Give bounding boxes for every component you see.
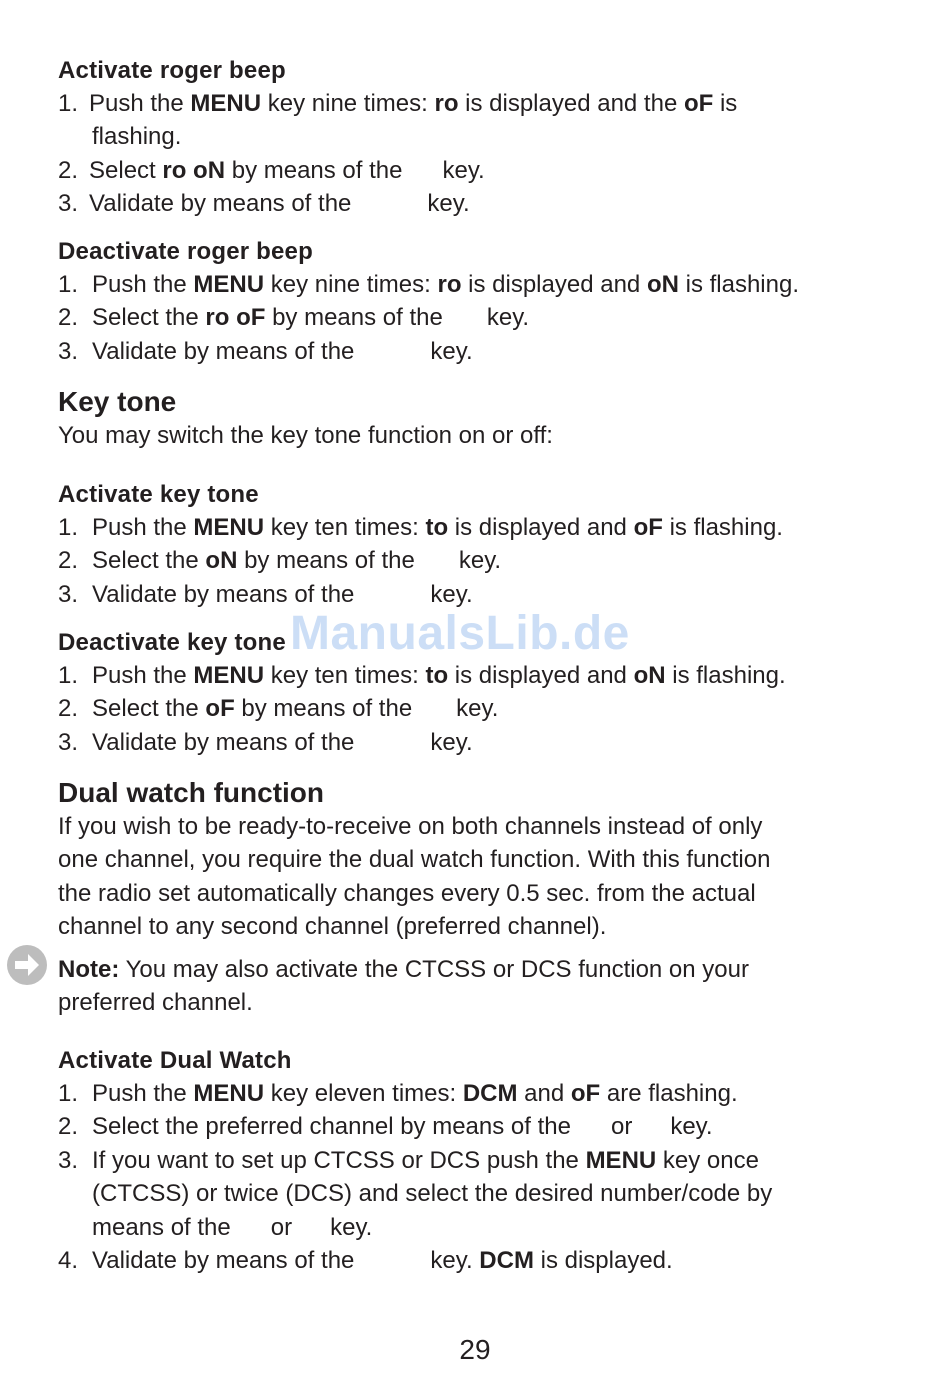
subheading: Activate roger beep [58, 57, 286, 84]
menu-key-label: MENU [193, 514, 265, 541]
page-number: 29 [459, 1334, 491, 1365]
menu-key-label: MENU [585, 1146, 657, 1174]
section-title: Dual watch function [58, 777, 324, 808]
list-item: 1. Push the MENU key ten times: to is displayed and oN is flashing. [58, 662, 786, 689]
list-item: 3. Validate by means of the key. [58, 580, 473, 608]
arrow-right-circle-icon [6, 944, 48, 986]
section-key-tone [58, 384, 908, 452]
display-code: ro oN [162, 156, 226, 184]
section-dual-watch [58, 775, 908, 944]
list-item: 2. Select ro oN by means of the key. [58, 156, 485, 184]
list-item: 1. Push the MENU key nine times: ro is displayed and the oF is flashing. [58, 87, 908, 154]
note: Note: You may also activate the CTCSS or DCS function on your preferred channel. [58, 956, 749, 1017]
section-deactivate-roger-beep [58, 235, 908, 368]
list-item: 1. Push the MENU key nine times: ro is displayed and oN is flashing. [58, 271, 799, 298]
section-activate-roger-beep [58, 54, 908, 221]
subheading: Activate key tone [58, 481, 259, 508]
display-code: oN [633, 662, 666, 689]
list-item: 2. Select the oN by means of the key. [58, 547, 502, 575]
list-item: 1. Push the MENU key eleven times: DCM and oF are flashing. [58, 1080, 738, 1107]
note-label: Note: [58, 956, 120, 983]
section-activate-dual-watch [58, 1044, 908, 1277]
display-code: DCM [479, 1247, 534, 1275]
watermark: ManualsLib.de [290, 607, 630, 660]
list-item: 2. Select the oF by means of the key. [58, 695, 499, 723]
list-item: 1. Push the MENU key ten times: to is displayed and oF is flashing. [58, 514, 783, 541]
display-code: ro oF [205, 304, 266, 332]
menu-key-label: MENU [190, 90, 262, 117]
paragraph: You may switch the key tone function on or off: [58, 422, 553, 449]
menu-key-label: MENU [193, 1080, 265, 1107]
display-code: to [425, 662, 449, 689]
menu-key-label: MENU [193, 271, 265, 298]
display-code: oF [570, 1080, 601, 1107]
list-item: 4. Validate by means of the key. DCM is displayed. [58, 1247, 673, 1275]
subheading: Deactivate roger beep [58, 238, 313, 265]
list-item: 3. Validate by means of the key. [58, 728, 473, 756]
display-code: oN [205, 547, 238, 575]
display-code: oF [683, 90, 714, 117]
display-code: ro [434, 90, 459, 117]
list-item: 3. If you want to set up CTCSS or DCS push the MENU key once (CTCSS) or twice (DCS) and select the desired number/code by means of the or key. [58, 1146, 773, 1241]
list-item: 2. Select the preferred channel by means of the or key. [58, 1113, 713, 1141]
subheading: Activate Dual Watch [58, 1047, 292, 1074]
display-code: oF [205, 695, 235, 723]
section-title: Key tone [58, 386, 177, 417]
section-activate-key-tone [58, 478, 908, 611]
list-item: 3. Validate by means of the key. [58, 190, 470, 218]
display-code: to [425, 514, 449, 541]
paragraph: If you wish to be ready-to-receive on both channels instead of only one channel, you require the dual watch function. With this function the radio set automatically changes every 0.5 sec. from the actual channel to any second channel (preferred channel). [58, 813, 771, 941]
display-code: oF [633, 514, 663, 541]
list-item: 3. Validate by means of the key. [58, 337, 473, 365]
display-code: ro [437, 271, 462, 298]
list-item: 2. Select the ro oF by means of the key. [58, 304, 530, 332]
display-code: DCM [462, 1080, 518, 1107]
subheading: Deactivate key tone [58, 629, 286, 656]
menu-key-label: MENU [193, 662, 265, 689]
display-code: oN [646, 271, 679, 298]
step-number: 1. [58, 90, 79, 117]
